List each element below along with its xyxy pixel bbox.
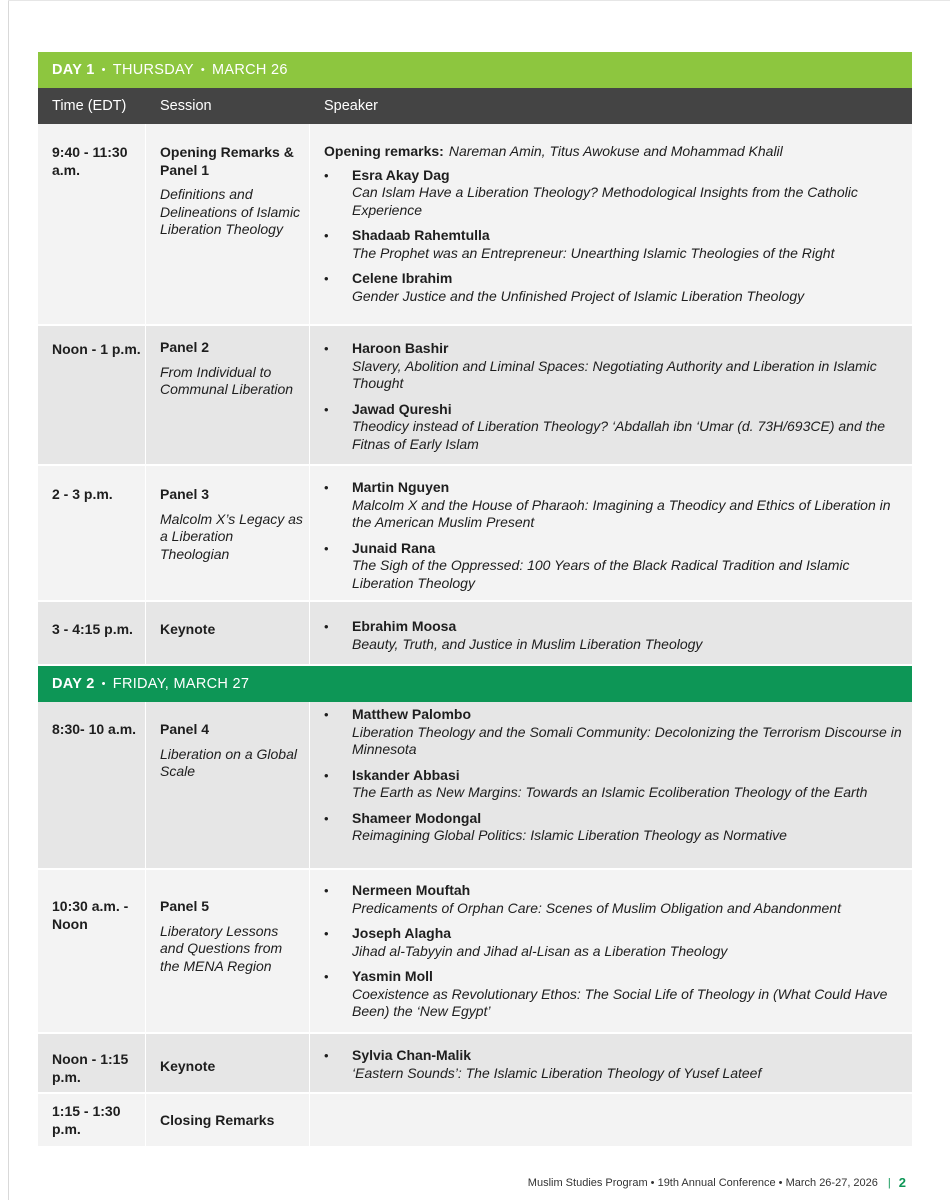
day1-label: DAY 1 bbox=[52, 62, 95, 78]
page-footer bbox=[528, 1175, 906, 1190]
talk-title: Coexistence as Revolutionary Ethos: The Social Life of Theology in (What Could Have Been) the ‘New Egypt’ bbox=[352, 985, 888, 1019]
column-header-session: Session bbox=[160, 98, 212, 114]
talk-body bbox=[352, 540, 904, 593]
speaker-cell bbox=[310, 870, 912, 1032]
speaker-name: Esra Akay Dag bbox=[352, 166, 450, 183]
day1-separator-2: • bbox=[200, 64, 206, 76]
session-cell bbox=[146, 1094, 310, 1146]
talk-body bbox=[352, 882, 904, 917]
day2-rows bbox=[38, 702, 912, 1148]
session-cell bbox=[146, 1034, 310, 1092]
speaker-name: Joseph Alagha bbox=[352, 925, 452, 941]
schedule-row bbox=[38, 602, 912, 666]
column-header-speaker: Speaker bbox=[324, 98, 379, 114]
talk-title: Jihad al-Tabyyin and Jihad al-Lisan as a Liberation Theology bbox=[352, 942, 728, 959]
talk-title: Slavery, Abolition and Liminal Spaces: Negotiating Authority and Liberation in Islamic Thought bbox=[352, 357, 877, 391]
talk-item bbox=[324, 167, 904, 220]
talk-body bbox=[352, 1047, 904, 1082]
talk-body bbox=[352, 401, 904, 454]
talk-body bbox=[352, 767, 904, 802]
day2-separator: • bbox=[101, 678, 106, 690]
speaker-name: Nermeen Mouftah bbox=[352, 882, 471, 898]
bullet-icon: • bbox=[324, 767, 329, 783]
page-edge-top bbox=[8, 0, 950, 1]
opening-remarks bbox=[324, 143, 904, 161]
time-cell: 1:15 - 1:30 p.m. bbox=[38, 1094, 146, 1146]
time-cell: 8:30- 10 a.m. bbox=[38, 702, 146, 868]
talk-body bbox=[352, 479, 904, 532]
session-subtitle: Definitions and Delineations of Islamic Liberation Theology bbox=[160, 186, 301, 237]
bullet-icon: • bbox=[324, 228, 329, 243]
talk-title: Beauty, Truth, and Justice in Muslim Liberation Theology bbox=[352, 635, 703, 652]
talk-item bbox=[324, 767, 904, 802]
talk-item bbox=[324, 479, 904, 532]
bullet-icon: • bbox=[324, 341, 329, 356]
page-edge bbox=[8, 0, 9, 1200]
session-subtitle: Liberatory Lessons and Questions from the MENA Region bbox=[160, 922, 283, 974]
session-subtitle: From Individual to Communal Liberation bbox=[160, 363, 294, 397]
talk-item bbox=[324, 810, 904, 845]
session-title: Opening Remarks & Panel 1 bbox=[160, 144, 294, 178]
bullet-icon: • bbox=[324, 271, 329, 286]
bullet-icon: • bbox=[324, 619, 329, 634]
speaker-cell bbox=[310, 124, 912, 324]
footer-text: Muslim Studies Program • 19th Annual Conference • March 26-27, 2026 bbox=[527, 1176, 878, 1189]
schedule-row bbox=[38, 466, 912, 602]
session-cell bbox=[146, 602, 310, 664]
schedule-row bbox=[38, 870, 912, 1034]
session-title: Panel 2 bbox=[160, 339, 210, 355]
talk-title: Predicaments of Orphan Care: Scenes of Muslim Obligation and Abandonment bbox=[352, 899, 841, 916]
bullet-icon: • bbox=[324, 401, 329, 417]
day2-label: DAY 2 bbox=[52, 676, 95, 692]
day1-date: MARCH 26 bbox=[212, 62, 288, 78]
session-title: Keynote bbox=[160, 1058, 216, 1074]
bullet-icon: • bbox=[324, 926, 329, 941]
talk-body bbox=[352, 925, 904, 960]
speaker-name: Iskander Abbasi bbox=[352, 766, 460, 783]
talk-body bbox=[352, 167, 904, 220]
time-cell: 10:30 a.m. - Noon bbox=[38, 870, 146, 1032]
session-title: Closing Remarks bbox=[160, 1112, 275, 1128]
talk-title: Can Islam Have a Liberation Theology? Methodological Insights from the Catholic Experience bbox=[352, 184, 858, 218]
talk-title: Theodicy instead of Liberation Theology? ‘Abdallah ibn ‘Umar (d. 73H/693CE) and the Fitnas of Early Islam bbox=[352, 418, 886, 452]
schedule-table bbox=[38, 52, 912, 1148]
session-cell bbox=[146, 124, 310, 324]
speaker-name: Sylvia Chan-Malik bbox=[352, 1047, 472, 1063]
session-cell bbox=[146, 466, 310, 600]
speaker-name: Shadaab Rahemtulla bbox=[352, 227, 490, 243]
schedule-row bbox=[38, 1094, 912, 1148]
column-header-time: Time (EDT) bbox=[52, 98, 127, 114]
talk-item bbox=[324, 1047, 904, 1082]
speaker-cell bbox=[310, 1034, 912, 1092]
schedule-row bbox=[38, 124, 912, 326]
session-subtitle: Liberation on a Global Scale bbox=[160, 745, 297, 779]
bullet-icon: • bbox=[324, 1048, 329, 1063]
speaker-name: Celene Ibrahim bbox=[352, 270, 453, 286]
talk-item bbox=[324, 540, 904, 593]
time-cell: Noon - 1:15 p.m. bbox=[38, 1034, 146, 1092]
session-cell bbox=[146, 326, 310, 464]
speaker-name: Martin Nguyen bbox=[352, 479, 450, 495]
talk-title: The Prophet was an Entrepreneur: Unearthing Islamic Theologies of the Right bbox=[352, 244, 835, 261]
session-title: Panel 4 bbox=[160, 721, 210, 737]
talk-title: Gender Justice and the Unfinished Project of Islamic Liberation Theology bbox=[352, 287, 805, 304]
talk-title: Malcolm X and the House of Pharaoh: Imagining a Theodicy and Ethics of Liberation in the American Muslim Present bbox=[352, 496, 891, 530]
speaker-name: Yasmin Moll bbox=[352, 968, 433, 984]
opening-remarks-names: Nareman Amin, Titus Awokuse and Mohammad Khalil bbox=[448, 143, 783, 159]
speaker-name: Shameer Modongal bbox=[352, 809, 482, 826]
time-cell: 2 - 3 p.m. bbox=[38, 466, 146, 600]
opening-remarks-label: Opening remarks: bbox=[324, 143, 444, 159]
talk-body bbox=[352, 810, 904, 845]
page-number: 2 bbox=[898, 1175, 906, 1190]
day2-weekday: FRIDAY, MARCH 27 bbox=[112, 676, 250, 692]
day1-header bbox=[38, 52, 912, 88]
bullet-icon: • bbox=[324, 167, 329, 183]
talk-item bbox=[324, 401, 904, 454]
schedule-row bbox=[38, 326, 912, 466]
talk-title: Liberation Theology and the Somali Community: Decolonizing the Terrorism Discourse in Minnesota bbox=[352, 723, 902, 757]
session-title: Panel 5 bbox=[160, 898, 210, 914]
time-cell: 3 - 4:15 p.m. bbox=[38, 602, 146, 664]
footer-divider: | bbox=[887, 1176, 891, 1189]
day1-rows bbox=[38, 124, 912, 666]
talk-item bbox=[324, 618, 904, 653]
day2-header bbox=[38, 666, 912, 702]
talk-title: The Earth as New Margins: Towards an Islamic Ecoliberation Theology of the Earth bbox=[352, 784, 868, 800]
session-cell bbox=[146, 702, 310, 868]
speaker-name: Ebrahim Moosa bbox=[352, 618, 457, 634]
time-cell: Noon - 1 p.m. bbox=[38, 326, 146, 464]
session-subtitle: Malcolm X’s Legacy as a Liberation Theologian bbox=[160, 510, 303, 562]
talk-item bbox=[324, 968, 904, 1021]
schedule-row bbox=[38, 702, 912, 870]
column-header-row bbox=[38, 88, 912, 124]
talk-title: Reimagining Global Politics: Islamic Liberation Theology as Normative bbox=[352, 827, 787, 843]
bullet-icon: • bbox=[324, 707, 329, 722]
talk-item bbox=[324, 340, 904, 393]
speaker-name: Matthew Palombo bbox=[352, 706, 472, 722]
time-cell: 9:40 - 11:30 a.m. bbox=[38, 124, 146, 324]
day1-separator: • bbox=[101, 64, 106, 76]
session-title: Panel 3 bbox=[160, 486, 210, 502]
session-cell bbox=[146, 870, 310, 1032]
bullet-icon: • bbox=[324, 883, 329, 898]
talk-item bbox=[324, 706, 904, 759]
talk-item bbox=[324, 882, 904, 917]
bullet-icon: • bbox=[324, 810, 329, 826]
session-title: Keynote bbox=[160, 621, 216, 637]
bullet-icon: • bbox=[324, 480, 329, 495]
bullet-icon: • bbox=[324, 540, 329, 556]
speaker-cell bbox=[310, 466, 912, 600]
talk-title: ‘Eastern Sounds’: The Islamic Liberation Theology of Yusef Lateef bbox=[352, 1064, 762, 1081]
talk-body bbox=[352, 618, 904, 653]
speaker-name: Jawad Qureshi bbox=[352, 400, 452, 417]
talk-body bbox=[352, 968, 904, 1021]
speaker-cell bbox=[310, 1094, 912, 1146]
speaker-cell bbox=[310, 326, 912, 464]
talk-body bbox=[352, 340, 904, 393]
talk-title: The Sigh of the Oppressed: 100 Years of the Black Radical Tradition and Islamic Liberation Theology bbox=[352, 557, 850, 591]
speaker-cell bbox=[310, 702, 912, 868]
talk-item bbox=[324, 227, 904, 262]
talk-body bbox=[352, 706, 904, 759]
talk-item bbox=[324, 270, 904, 305]
speaker-name: Haroon Bashir bbox=[352, 340, 449, 356]
speaker-name: Junaid Rana bbox=[352, 539, 436, 556]
talk-item bbox=[324, 925, 904, 960]
schedule-row bbox=[38, 1034, 912, 1094]
speaker-cell bbox=[310, 602, 912, 664]
talk-body bbox=[352, 270, 904, 305]
bullet-icon: • bbox=[324, 969, 329, 984]
day1-weekday: THURSDAY bbox=[112, 62, 194, 78]
talk-body bbox=[352, 227, 904, 262]
